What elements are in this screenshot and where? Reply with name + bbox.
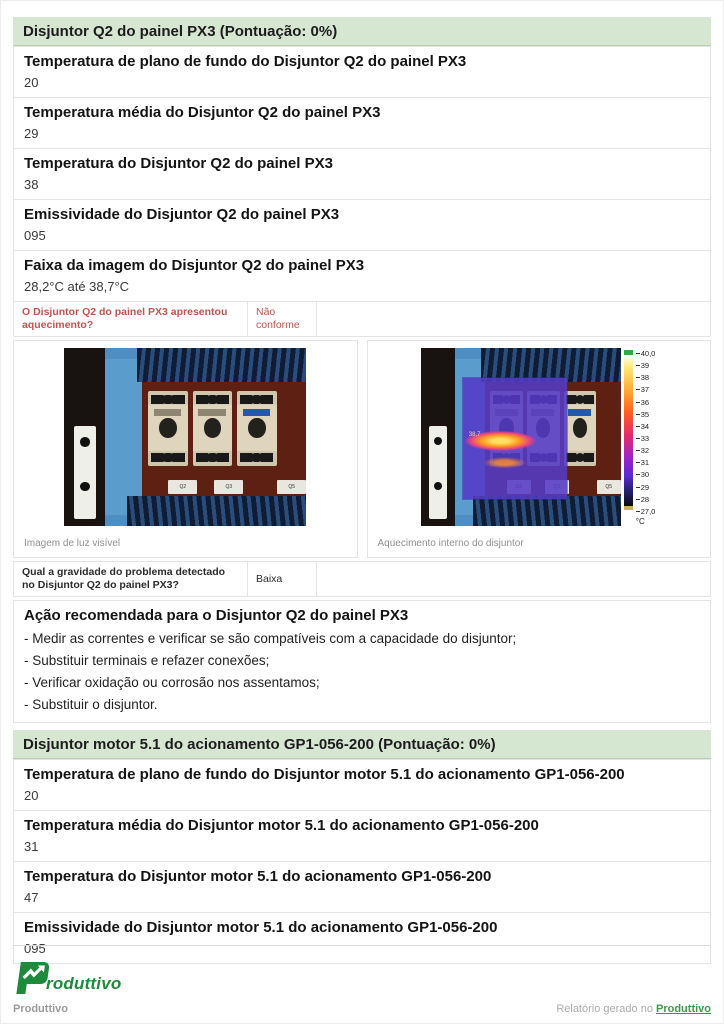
field-row (13, 810, 711, 862)
visible-light-image-cell (13, 340, 358, 558)
photo-bracket (429, 426, 447, 519)
heatsink-fins-top (137, 348, 306, 382)
recommended-action-line: - Medir as correntes e verificar se são compatíveis com a capacidade do disjuntor; (24, 631, 517, 646)
field-label: Temperatura de plano de fundo do Disjuntor Q2 do painel PX3 (24, 53, 467, 70)
question-answer-badge: Não conforme (248, 302, 317, 336)
field-label: Temperatura do Disjuntor motor 5.1 do acionamento GP1-056-200 (24, 868, 492, 885)
heatsink-fins-bottom (127, 496, 306, 526)
field-row (13, 148, 711, 200)
temperature-scale (621, 348, 657, 526)
thermal-image (421, 348, 657, 526)
field-value: 20 (24, 788, 39, 803)
field-row (13, 199, 711, 251)
photo-panel-edge (105, 359, 144, 516)
section-header-disjuntor-q2: Disjuntor Q2 do painel PX3 (Pontuação: 0%) (13, 17, 711, 47)
question-label: Qual a gravidade do problema detectado no Disjuntor Q2 do painel PX3? (14, 562, 248, 596)
breaker-unit (237, 391, 276, 466)
field-value: 095 (24, 228, 46, 243)
field-label: Temperatura média do Disjuntor motor 5.1 do acionamento GP1-056-200 (24, 817, 539, 834)
field-value: 31 (24, 839, 39, 854)
field-label: Faixa da imagem do Disjuntor Q2 do painel PX3 (24, 257, 365, 274)
question-label: O Disjuntor Q2 do painel PX3 apresentou aquecimento? (14, 302, 248, 336)
recommended-action-line: - Substituir o disjuntor. (24, 697, 158, 712)
field-label: Temperatura do Disjuntor Q2 do painel PX3 (24, 155, 333, 172)
field-value: 29 (24, 126, 39, 141)
field-label: Temperatura de plano de fundo do Disjuntor motor 5.1 do acionamento GP1-056-200 (24, 766, 625, 783)
thermal-overlay (463, 378, 567, 499)
breaker-label-chip: Q5 (277, 480, 306, 494)
question-row-severity (13, 561, 711, 597)
field-value: 28,2°C até 38,7°C (24, 279, 130, 294)
image-caption: Aquecimento interno do disjuntor (377, 538, 524, 549)
field-value: 095 (24, 941, 46, 956)
recommended-action-block (13, 600, 711, 723)
footer-produttivo-link[interactable]: Produttivo (656, 1003, 711, 1015)
question-row-heating (13, 301, 711, 337)
footer-generated-text: Relatório gerado no (556, 1003, 653, 1015)
recommended-action-line: - Substituir terminais e refazer conexões; (24, 653, 270, 668)
produttivo-logo-text: roduttivo (46, 974, 122, 993)
breaker-backplane (142, 382, 307, 496)
heatsink-fins-top (481, 348, 621, 382)
footer-divider (13, 945, 711, 946)
recommended-action-line: - Verificar oxidação ou corrosão nos assentamos; (24, 675, 320, 690)
field-row (13, 250, 711, 302)
question-answer-badge: Baixa (248, 562, 317, 596)
footer (13, 945, 711, 1015)
breaker-unit (148, 391, 187, 466)
field-value: 20 (24, 75, 39, 90)
breaker-unit (564, 391, 597, 466)
breaker-unit (193, 391, 232, 466)
produttivo-logo (13, 959, 711, 995)
breaker-label-chip: Q3 (214, 480, 243, 494)
field-row (13, 861, 711, 913)
question-row-spacer (317, 562, 710, 596)
recommended-action-title: Ação recomendada para o Disjuntor Q2 do painel PX3 (24, 607, 409, 624)
field-row (13, 759, 711, 811)
field-row (13, 97, 711, 149)
temperature-scale-gradient (624, 350, 633, 510)
temperature-scale-unit: °C (635, 517, 645, 526)
field-row (13, 46, 711, 98)
temperature-scale-ticks: 40,0 39 38 37 36 35 34 33 32 31 30 29 28 27,0 (636, 350, 656, 516)
photo-bracket (74, 426, 96, 519)
question-row-spacer (317, 302, 710, 336)
produttivo-arrow-logo-icon (13, 961, 49, 995)
breaker-label-chip: Q2 (168, 480, 197, 494)
field-label: Emissividade do Disjuntor motor 5.1 do acionamento GP1-056-200 (24, 919, 498, 936)
field-label: Temperatura média do Disjuntor Q2 do painel PX3 (24, 104, 381, 121)
breaker-label-chip: Q5 (597, 480, 621, 494)
image-caption: Imagem de luz visível (24, 538, 121, 549)
thermal-spot-temperature: 38,7 (468, 431, 481, 438)
thermal-photo (421, 348, 621, 526)
report-content (13, 17, 711, 964)
footer-generated-note (556, 1003, 711, 1015)
footer-company-name: Produttivo (13, 1003, 68, 1015)
thermal-image-cell (367, 340, 712, 558)
field-value: 38 (24, 177, 39, 192)
field-label: Emissividade do Disjuntor Q2 do painel PX3 (24, 206, 340, 223)
footer-bottom-row (13, 1003, 711, 1015)
field-value: 47 (24, 890, 39, 905)
section-header-disjuntor-motor: Disjuntor motor 5.1 do acionamento GP1-056-200 (Pontuação: 0%) (13, 730, 711, 760)
visible-light-photo (64, 348, 306, 526)
evidence-images-row (13, 340, 711, 558)
heatsink-fins-bottom (473, 496, 621, 526)
